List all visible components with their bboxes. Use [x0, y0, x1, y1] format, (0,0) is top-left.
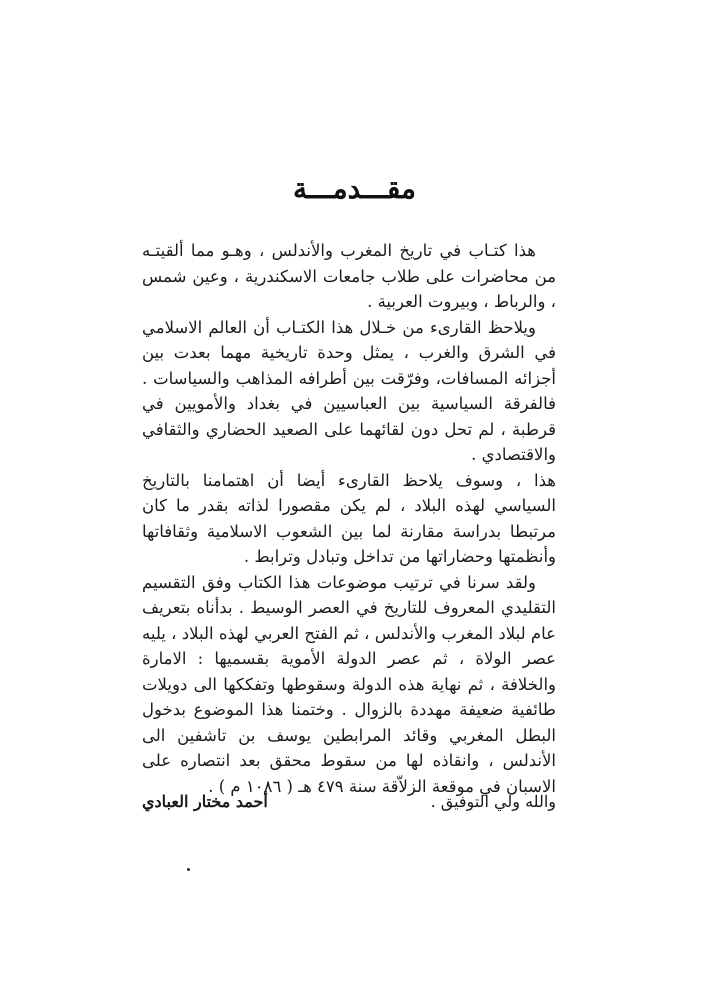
paragraph-3: هذا ، وسوف يلاحظ القارىء أيضا أن اهتمامنا بالتاريخ السياسي لهذه البلاد ، لم يكن مقصورا لذاته بقدر ما كان مرتبطا بدراسة مقارنة لما بين الشعوب الاسلامية وثقافاتها وأنظمتها وحضاراتها من تداخل وتبادل وترابط . — [142, 470, 556, 566]
paragraph-1: هذا كتـاب في تاريخ المغرب والأندلس ، وهـو مما ألقيتـه من محاضرات على طلاب جامعات الاسكندرية ، وعين شمس ، والرباط ، وبيروت العربية . — [142, 241, 556, 311]
page-mark — [187, 868, 190, 871]
signoff-line — [142, 792, 556, 811]
introduction-body — [142, 238, 556, 799]
author-name: أحمد مختار العبادي — [142, 792, 268, 811]
paragraph-4: ولقد سرنا في ترتيب موضوعات هذا الكتاب وفق التقسيم التقليدي المعروف للتاريخ في العصر الوسيط . بدأناه بتعريف عام لبلاد المغرب والأندلس ، ثم الفتح العربي لهذه البلاد ، يليه عصر الولاة ، ثم عصر الدولة الأموية بقسميها : الامارة والخلافة ، ثم نهاية هذه الدولة وسقوطها وتفككها الى دويلات طائفية ضعيفة مهددة بالزوال . وختمنا هذا الموضوع بدخول البطل المغربي وقائد المرابطين يوسف بن تاشفين الى الأندلس ، وانقاذه لها من سقوط محقق بعد انتصاره على الاسبان في موقعة الزلاّقة سنة ٤٧٩ هـ ( ١٠٨٦ م ) . — [142, 572, 556, 796]
paragraph-2: ويلاحظ القارىء من خـلال هذا الكتـاب أن العالم الاسلامي في الشرق والغرب ، يمثل وحدة تاريخية مهما بعدت بين أجزائه المسافات، وفرّقت بين أطرافه المذاهب والسياسات . فالفرقة السياسية بين العباسيين في بغداد والأمويين في قرطبة ، لم تحل دون لقائهما على الصعيد الحضاري والثقافي والاقتصادي . — [142, 317, 556, 464]
closing-phrase: والله ولي التوفيق . — [430, 792, 556, 811]
page-title: مقـــدمـــة — [292, 172, 417, 205]
